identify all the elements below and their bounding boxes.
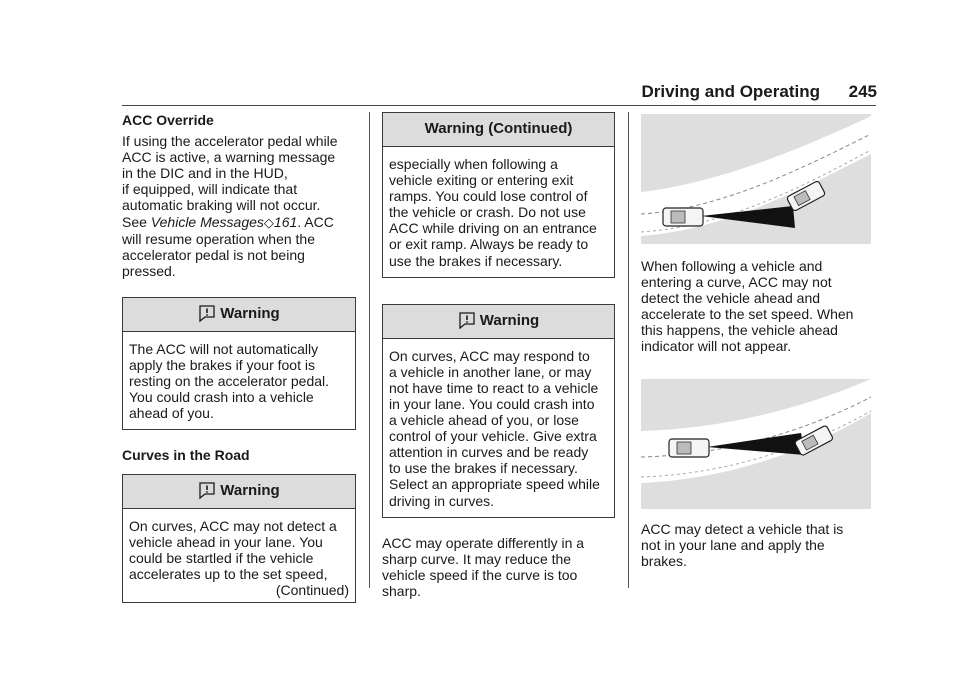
illustration-curve-adjacent-lane [641, 379, 871, 509]
text-line: The ACC will not automatically [129, 340, 319, 357]
text-line: ACC may operate differently in a [382, 534, 585, 551]
road-illustration [641, 379, 871, 509]
text-line: in your lane. You could crash into [389, 395, 595, 412]
text-line: accelerator pedal is not being [122, 246, 305, 263]
curve-paragraph [382, 535, 615, 599]
warning-box [122, 474, 356, 603]
text-line: sharp curve. It may reduce the [382, 550, 572, 567]
text-line: If using the accelerator pedal while [122, 133, 338, 150]
text-line: in the DIC and in the HUD, [122, 165, 288, 182]
column-1 [122, 112, 356, 603]
text-line: attention in curves and be ready [389, 444, 589, 461]
text-line: vehicle ahead in your lane. You [129, 533, 323, 550]
road-illustration [641, 114, 871, 244]
text-line: vehicle exiting or entering exit [389, 172, 574, 189]
text-line: not in your lane and apply the [641, 536, 825, 553]
text-line: You could crash into a vehicle [129, 389, 314, 406]
warning-body [123, 332, 355, 429]
warning-title: Warning [220, 305, 280, 323]
warning-body [383, 147, 614, 277]
text-line: pressed. [122, 262, 176, 279]
text-line: especially when following a [389, 156, 558, 172]
text-line: or exit ramp. Always be ready to [389, 236, 589, 253]
override-paragraph [122, 133, 356, 279]
text-line: control of your vehicle. Give extra [389, 428, 597, 445]
text-line: On curves, ACC may not detect a [129, 517, 337, 534]
text-line: a vehicle ahead of you, or lose [389, 412, 579, 429]
text-line: apply the brakes if your foot is [129, 357, 315, 374]
see-reference-line: See Vehicle Messages◇161. ACC [122, 213, 334, 230]
column-divider [369, 112, 370, 588]
continued-label: (Continued) [275, 581, 349, 598]
text-line: brakes. [641, 552, 687, 569]
text-line: use the brakes if necessary. [389, 252, 563, 269]
text-line: driving in curves. [389, 492, 495, 509]
warning-box [122, 297, 356, 430]
column-2 [382, 112, 615, 599]
text-line: ACC is active, a warning message [122, 149, 336, 166]
warning-body [123, 509, 355, 602]
text-line: accelerate to the set speed. When [641, 306, 854, 323]
text-line: indicator will not appear. [641, 338, 792, 355]
xref-page-icon: ◇ [263, 214, 274, 230]
warning-box-continued [382, 112, 615, 278]
warning-header [123, 475, 355, 509]
text-line: Select an appropriate speed while [389, 476, 600, 493]
warning-icon [458, 312, 476, 330]
figure-1-caption [641, 258, 876, 355]
own-vehicle-icon [663, 208, 703, 226]
warning-title: Warning (Continued) [424, 120, 573, 138]
text-line: not have time to react to a vehicle [389, 379, 599, 396]
column-3 [641, 112, 876, 569]
text-line: resting on the accelerator pedal. [129, 373, 330, 390]
xref-title[interactable]: Vehicle Messages [150, 213, 264, 230]
page-number: 245 [848, 82, 877, 101]
section-title: Driving and Operating [641, 82, 820, 101]
text-line: accelerates up to the set speed, [129, 565, 328, 582]
header-rule [122, 105, 876, 106]
warning-box [382, 304, 615, 518]
text-line: vehicle speed if the curve is too [382, 566, 578, 583]
text-line: detect the vehicle ahead and [641, 290, 821, 307]
subheading-curves: Curves in the Road [122, 447, 250, 464]
warning-header [383, 113, 614, 147]
illustration-curve-following [641, 114, 871, 244]
warning-body [383, 339, 614, 517]
page-header [0, 82, 960, 112]
figure-2-caption [641, 521, 876, 569]
text-line: could be startled if the vehicle [129, 549, 314, 566]
text-line: if equipped, will indicate that [122, 181, 298, 198]
text-line: When following a vehicle and [641, 258, 823, 274]
text-line: ACC may detect a vehicle that is [641, 520, 844, 537]
text-line: to use the brakes if necessary. [389, 460, 578, 477]
text-line: ACC while driving on an entrance [389, 220, 597, 237]
text-line: entering a curve, ACC may not [641, 274, 832, 291]
warning-title: Warning [479, 312, 540, 330]
text-line: this happens, the vehicle ahead [641, 322, 838, 339]
warning-header [123, 298, 355, 332]
subheading-acc-override: ACC Override [122, 112, 214, 128]
own-vehicle-icon [669, 439, 709, 457]
text-line: ramps. You could lose control of [389, 188, 588, 205]
text-line: automatic braking will not occur. [122, 197, 321, 214]
text-line: ahead of you. [129, 405, 214, 422]
text-line: will resume operation when the [122, 230, 315, 247]
warning-title: Warning [220, 481, 280, 499]
warning-icon [198, 305, 216, 323]
text-line: a vehicle in another lane, or may [389, 363, 592, 380]
warning-header [383, 305, 614, 339]
text-line: sharp. [382, 582, 421, 599]
text-line: On curves, ACC may respond to [389, 347, 590, 364]
warning-icon [198, 482, 216, 500]
column-divider [628, 112, 629, 588]
text-line: the vehicle or crash. Do not use [389, 204, 586, 221]
xref-page[interactable]: 161 [273, 213, 298, 230]
